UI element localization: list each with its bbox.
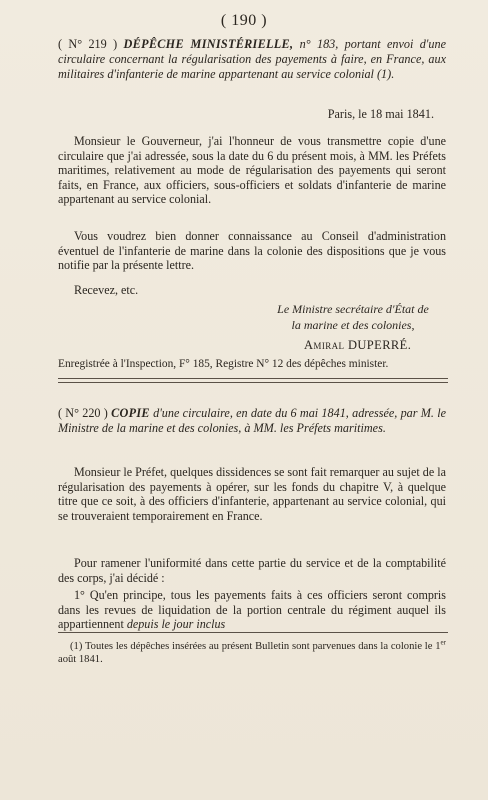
point-emphasis: depuis le jour inclus bbox=[126, 617, 226, 632]
footnote-end: août 1841. bbox=[58, 654, 103, 665]
dispatch-dateline: Paris, le 18 mai 1841. bbox=[327, 107, 434, 121]
dispatch-subject: n° 183, portant envoi d'une circulaire concernant la régularisation des payements à faire, en France, aux militaires d'infanterie de marine appartenant au service colonial (1). bbox=[58, 37, 446, 81]
closing-text: Recevez, etc. bbox=[74, 283, 139, 297]
footnote-divider bbox=[58, 632, 448, 633]
circular-point bbox=[58, 588, 446, 632]
footnote bbox=[58, 640, 446, 666]
paragraph-text: Pour ramener l'uniformité dans cette partie du service et de la comptabilité des corps, j'ai décidé : bbox=[58, 556, 446, 585]
signature-name: Amiral DUPERRÉ. bbox=[304, 338, 412, 352]
circular-number: ( N° 220 ) bbox=[58, 406, 108, 420]
dispatch-header bbox=[58, 37, 446, 82]
paragraph-text: Monsieur le Préfet, quelques dissidences se sont fait remarquer au sujet de la régularisation des payements à opérer, sur les fonds du chapitre V, à quelque titre que ce soit, à des officiers d'infanterie, appartenant au service colonial, qui se trouveraient temporairement en France. bbox=[58, 465, 446, 523]
paragraph-text: Vous voudrez bien donner connaissance au Conseil d'administration éventuel de l'infanterie de marine dans la colonie des dispositions que je vous notifie par la présente lettre. bbox=[58, 229, 446, 273]
point-text bbox=[58, 588, 446, 632]
page-number: ( 190 ) bbox=[220, 12, 268, 29]
dispatch-paragraph bbox=[58, 229, 446, 273]
signature-title bbox=[248, 301, 458, 333]
footnote-body: (1) Toutes les dépêches insérées au présent Bulletin sont parvenues dans la colonie le 1 bbox=[70, 641, 441, 652]
circular-paragraph bbox=[58, 556, 446, 585]
circular-paragraph bbox=[58, 465, 446, 523]
dispatch-paragraph bbox=[58, 134, 446, 207]
section-divider bbox=[58, 382, 448, 383]
point-body: 1° Qu'en principe, tous les payements faits à ces officiers seront compris dans les revues de liquidation de la portion centrale du régiment auquel ils appartiennent bbox=[58, 588, 446, 632]
signature-title-line: la marine et des colonies, bbox=[291, 318, 415, 332]
circular-title: COPIE bbox=[111, 406, 150, 420]
circular-header bbox=[58, 406, 446, 435]
paragraph-text: Monsieur le Gouverneur, j'ai l'honneur de vous transmettre copie d'une circulaire que j'ai adressée, sous la date du 6 du présent mois, à MM. les Préfets maritimes, relativement au mode de régularisation des payements qui seront faits, en France, aux officiers, sous-officiers et soldats d'infanterie de marine appartenant au service colonial. bbox=[58, 134, 446, 207]
dispatch-closing bbox=[58, 283, 446, 298]
dispatch-number: ( N° 219 ) bbox=[58, 37, 118, 51]
footnote-superscript: er bbox=[440, 638, 446, 647]
registration-note: Enregistrée à l'Inspection, F° 185, Registre N° 12 des dépêches minister. bbox=[58, 358, 389, 370]
footnote-text bbox=[58, 640, 446, 666]
circular-subject: d'une circulaire, en date du 6 mai 1841, adressée, par M. le Ministre de la marine et des colonies, à MM. les Préfets maritimes. bbox=[58, 406, 447, 435]
dispatch-title: DÉPÊCHE MINISTÉRIELLE, bbox=[123, 37, 294, 51]
signature-title-line: Le Ministre secrétaire d'État de bbox=[277, 302, 429, 316]
section-divider bbox=[58, 378, 448, 379]
